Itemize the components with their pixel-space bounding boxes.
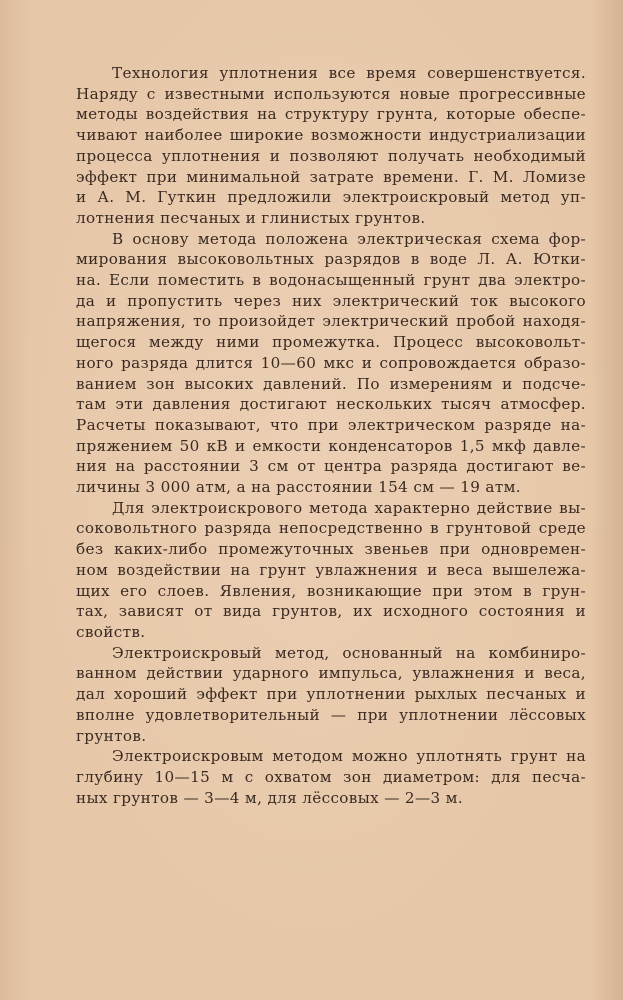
text-line: напряжения, то произойдет электрический пробой находя- — [76, 312, 586, 331]
paragraph-4 — [76, 643, 586, 747]
text-line: глубину 10—15 м с охватом зон диаметром: для песча- — [76, 767, 586, 786]
text-line: грунтов. — [76, 726, 147, 745]
text-line: чивают наиболее широкие возможности индустриализации — [76, 126, 586, 145]
paragraph-2 — [76, 229, 586, 498]
text-line: Наряду с известными используются новые прогрессивные — [76, 84, 586, 103]
text-line: ных грунтов — 3—4 м, для лёссовых — 2—3 м. — [76, 788, 464, 807]
text-line: В основу метода положена электрическая схема фор- — [112, 229, 586, 248]
text-line: щих его слоев. Явления, возникающие при этом в грун- — [76, 581, 586, 600]
text-line: Электроискровый метод, основанный на комбиниро- — [112, 643, 586, 662]
text-line: Для электроискрового метода характерно действие вы- — [112, 498, 586, 517]
paragraph-1 — [76, 63, 586, 229]
text-line: лотнения песчаных и глинистых грунтов. — [76, 208, 426, 227]
text-line: тах, зависят от вида грунтов, их исходного состояния и — [76, 602, 586, 621]
paragraph-5 — [76, 746, 586, 808]
paragraph-3 — [76, 498, 586, 643]
text-line: там эти давления достигают нескольких тысяч атмосфер. — [76, 395, 586, 414]
text-line: Технология уплотнения все время совершенствуется. — [112, 64, 586, 82]
text-line: Электроискровым методом можно уплотнять грунт на — [112, 747, 586, 766]
text-line: на. Если поместить в водонасыщенный грунт два электро- — [76, 271, 586, 290]
text-line: мирования высоковольтных разрядов в воде Л. А. Ютки- — [76, 250, 586, 269]
text-line: да и пропустить через них электрический ток высокого — [76, 291, 586, 310]
text-line: свойств. — [76, 622, 146, 641]
body-text — [76, 63, 586, 808]
text-line: ния на расстоянии 3 см от центра разряда достигают ве- — [76, 457, 586, 476]
text-line: пряжением 50 кВ и емкости конденсаторов 1,5 мкф давле- — [76, 436, 586, 455]
text-line: и А. М. Гуткин предложили электроискровый метод уп- — [76, 188, 586, 207]
text-line: процесса уплотнения и позволяют получать необходимый — [76, 146, 586, 165]
text-line: ном воздействии на грунт увлажнения и веса вышележа- — [76, 560, 586, 579]
text-line: ванном действии ударного импульса, увлажнения и веса, — [76, 664, 586, 683]
text-line: ванием зон высоких давлений. По измерениям и подсче- — [76, 374, 586, 393]
text-line: методы воздействия на структуру грунта, которые обеспе- — [76, 105, 586, 124]
text-line: щегося между ними промежутка. Процесс высоковольт- — [76, 333, 586, 352]
text-line: дал хороший эффект при уплотнении рыхлых песчаных и — [76, 685, 586, 704]
text-line: ного разряда длится 10—60 мкс и сопровождается образо- — [76, 353, 586, 372]
text-line: без каких-либо промежуточных звеньев при одновремен- — [76, 540, 586, 559]
text-line: соковольтного разряда непосредственно в грунтовой среде — [76, 519, 586, 538]
text-line: эффект при минимальной затрате времени. Г. М. Ломизе — [76, 167, 586, 186]
text-line: личины 3 000 атм, а на расстоянии 154 см — 19 атм. — [76, 478, 521, 497]
text-line: Расчеты показывают, что при электрическом разряде на- — [76, 415, 586, 434]
text-line: вполне удовлетворительный — при уплотнении лёссовых — [76, 705, 586, 724]
